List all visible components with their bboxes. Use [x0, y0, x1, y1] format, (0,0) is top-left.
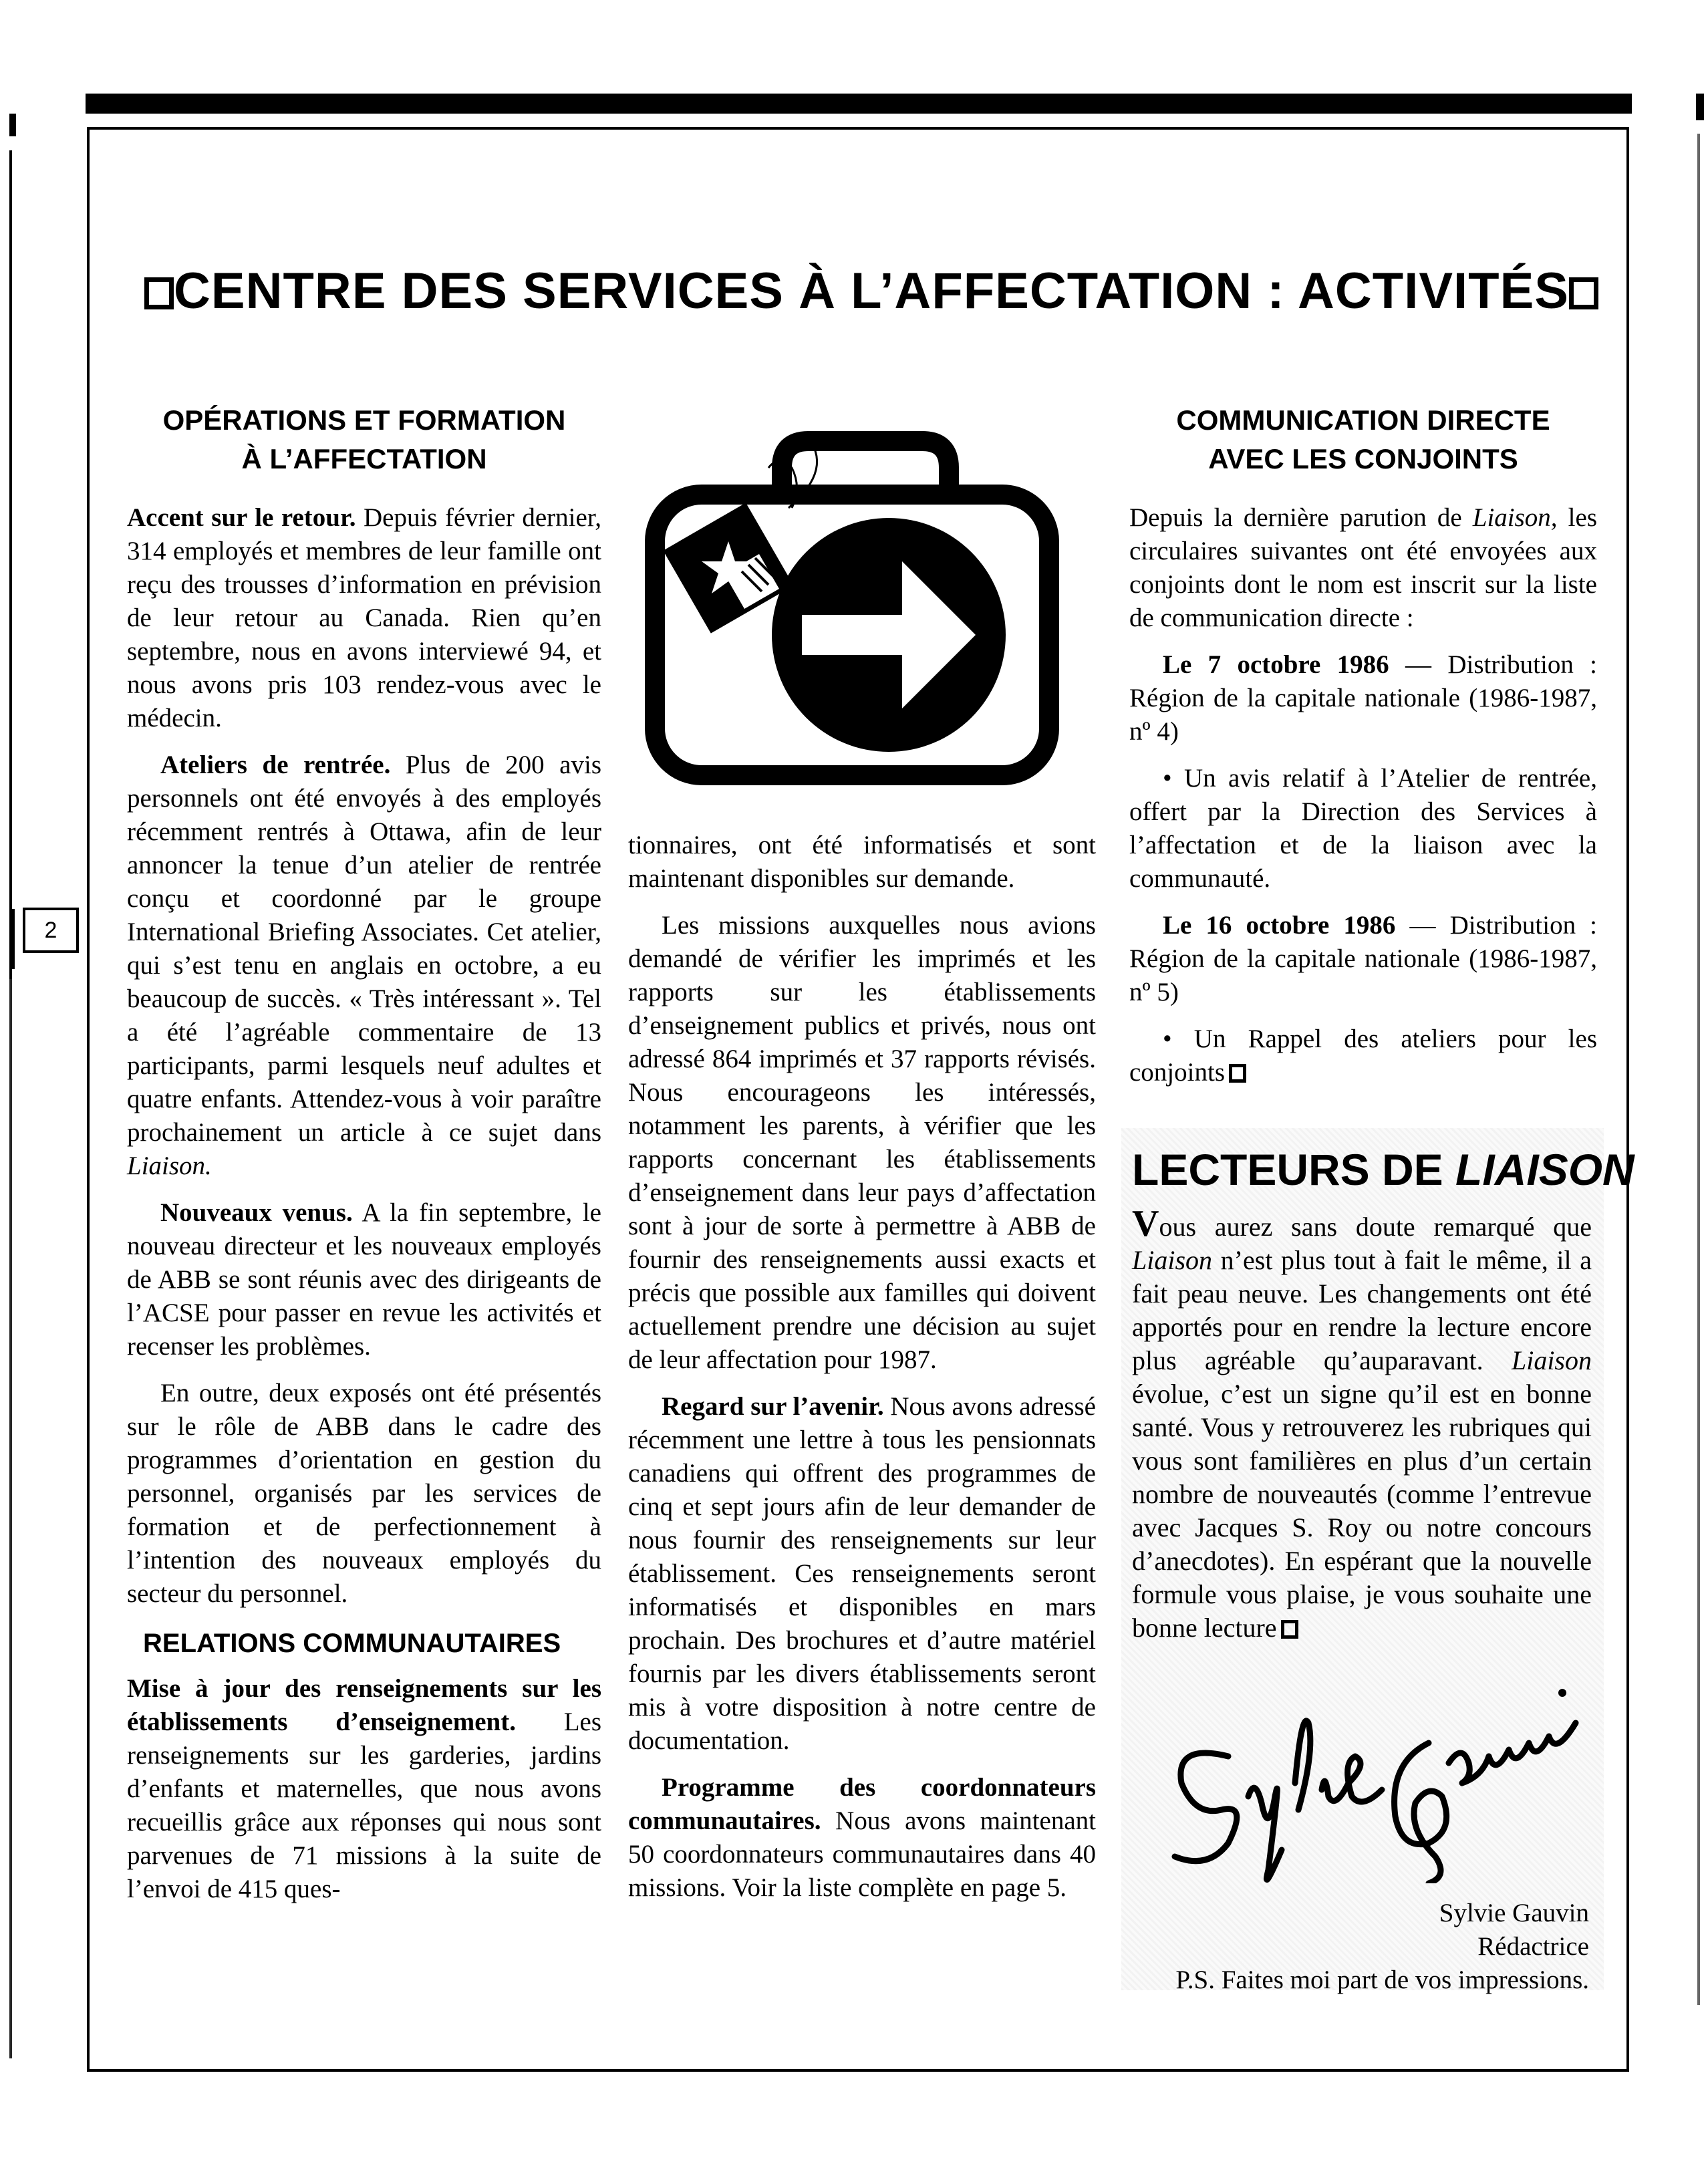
- page-number: 2: [23, 908, 79, 953]
- column-right: [1129, 401, 1597, 1103]
- page-title: [123, 262, 1620, 320]
- margin-line: [9, 150, 12, 979]
- paragraph-text: les circulaires suivantes ont été envoyées aux conjoints dont le nom est inscrit sur la liste de communication directe :: [1129, 503, 1598, 632]
- lead-in: Le 7 octobre 1986: [1163, 650, 1389, 679]
- section-heading-communication: [1129, 401, 1597, 479]
- publication-name: Liaison: [1511, 1345, 1592, 1375]
- publication-name: Liaison,: [1472, 503, 1558, 532]
- paragraph-text: A la fin septembre, le nouveau directeur et les nouveaux employés de ABB se sont réunis avec des dirigeants de l’ACSE pour passer en revue les activités et recenser les problèmes.: [127, 1198, 601, 1361]
- heading-line: À L’AFFECTATION: [241, 443, 487, 474]
- handwritten-signature: [1148, 1683, 1589, 1883]
- paragraph: [1129, 648, 1597, 749]
- suitcase-arrow-icon: [635, 428, 1069, 789]
- square-bullet-icon: [144, 277, 174, 309]
- lead-in: Programme des coordonnateurs communautaires.: [628, 1773, 1096, 1835]
- readers-text: ous aurez sans doute remarqué que: [1159, 1212, 1592, 1242]
- margin-mark: [9, 114, 16, 136]
- paragraph-text: Plus de 200 avis personnels ont été envoyés à des employés récemment rentrés à Ottawa, afin de leur annoncer la tenue d’un atelier de rentrée conçu et coordonné par le groupe International Briefing Associates. Cet atelier, qui s’est tenu en anglais en octobre, a eu beaucoup de succès. « Très intéressant ». Tel a été l’agréable commentaire de 13 participants, parmi lesquels neuf adultes et quatre enfants. Attendez-vous à voir paraître prochainement un article à ce sujet dans: [127, 751, 601, 1147]
- readers-body: [1121, 1196, 1604, 1645]
- paragraph: [1129, 501, 1597, 635]
- paragraph: [127, 749, 601, 1183]
- readers-text: n’est plus tout à fait le même, il a fait peau neuve. Les changements ont été apportés pour en rendre la lecture encore plus agréable qu’auparavant.: [1132, 1245, 1592, 1375]
- page-title-text: CENTRE DES SERVICES À L’AFFECTATION : ACTIVITÉS: [174, 263, 1569, 319]
- bullet-text: • Un Rappel des ateliers pour les conjoints: [1129, 1025, 1597, 1087]
- heading-line: AVEC LES CONJOINTS: [1208, 443, 1518, 474]
- margin-mark-right: [1696, 94, 1704, 120]
- postscript: P.S. Faites moi part de vos impressions.: [1175, 1965, 1589, 1994]
- readers-box: [1121, 1128, 1634, 1994]
- signature-role: Rédactrice: [1477, 1932, 1589, 1961]
- publication-name: Liaison: [1132, 1245, 1213, 1275]
- paragraph: [1129, 909, 1597, 1009]
- lead-in: Nouveaux venus.: [160, 1198, 353, 1227]
- signature-name: Sylvie Gauvin: [1439, 1899, 1589, 1927]
- lead-in: Accent sur le retour.: [127, 503, 356, 532]
- heading-line: COMMUNICATION DIRECTE: [1176, 404, 1550, 436]
- paragraph: tionnaires, ont été informatisés et sont maintenant disponibles sur demande.: [628, 831, 1096, 893]
- readers-title-italic: LIAISON: [1455, 1145, 1634, 1194]
- heading-line: OPÉRATIONS ET FORMATION: [162, 404, 566, 436]
- lead-in: Mise à jour des renseignements sur les établissements d’enseignement.: [127, 1674, 601, 1736]
- paragraph: [628, 1771, 1096, 1905]
- readers-title: [1121, 1128, 1634, 1196]
- paragraph: [628, 1390, 1096, 1758]
- drop-cap: V: [1132, 1203, 1159, 1244]
- square-bullet-icon: [1569, 277, 1598, 309]
- end-square-icon: [1281, 1620, 1298, 1639]
- section-heading-operations: [127, 401, 601, 479]
- column-left: [127, 401, 601, 1919]
- top-rule: [86, 94, 1632, 114]
- margin-line-lower: [9, 976, 12, 2058]
- end-square-icon: [1229, 1064, 1246, 1083]
- bullet-item: • Un avis relatif à l’Atelier de rentrée, offert par la Direction des Services à l’affectation et de la liaison avec la communauté.: [1129, 764, 1597, 893]
- lead-in: Le 16 octobre 1986: [1163, 911, 1396, 940]
- signature-block: [1439, 1897, 1589, 1963]
- readers-text: évolue, c’est un signe qu’il est en bonne santé. Vous y retrouverez les rubriques qui vous sont familières en plus d’un certain nombre de nouveautés (comme l’entrevue avec Jacques S. Roy ou notre concours d’anecdotes). En espérant que la nouvelle formule vous plaise, je vous souhaite une bonne lecture: [1132, 1379, 1592, 1643]
- column-middle: [628, 829, 1096, 1918]
- paragraph: [127, 501, 601, 735]
- paragraph-text: Depuis la dernière parution de: [1129, 503, 1473, 532]
- bullet-item: [1129, 1023, 1597, 1089]
- lead-in: Regard sur l’avenir.: [662, 1392, 884, 1421]
- paragraph-text: — Distribution : Région de la capitale nationale (1986-1987, nº 4): [1129, 650, 1597, 746]
- paragraph-text: Nous avons adressé récemment une lettre à tous les pensionnats canadiens qui offrent des programmes de cinq et sept jours afin de leur demander de nous fournir des renseignements sur leur établissement. Ces renseignements seront informatisés et disponibles en mars prochain. Des brochures et d’autre matériel fournis par les divers établissements seront mis à votre disposition à notre centre de documentation.: [628, 1392, 1096, 1755]
- paragraph: En outre, deux exposés ont été présentés sur le rôle de ABB dans le cadre des programmes d’orientation en gestion du personnel, organisés par les services de formation et de perfectionnement à l’intention des nouveaux employés du secteur du personnel.: [127, 1379, 601, 1608]
- paragraph: Les missions auxquelles nous avions demandé de vérifier les imprimés et les rapports sur les établissements d’enseignement publics et privés, nous ont adressé 864 imprimés et 37 rapports révisés. Nous encourageons les intéressés, notamment les parents, à vérifier que les rapports concernant les établissements d’enseignement dans leur pays d’affectation sont à jour de sorte à permettre à ABB de fournir des renseignements aussi exacts et précis que possible aux familles qui doivent actuellement prendre une décision au sujet de leur affectation pour 1987.: [628, 911, 1096, 1374]
- paragraph-text: Les renseignements sur les garderies, jardins d’enfants et maternelles, que nous avons recueillis grâce aux réponses qui nous sont parvenues de 71 missions à la suite de l’envoi de 415 ques-: [127, 1708, 602, 1903]
- readers-title-text: LECTEURS DE: [1132, 1145, 1456, 1194]
- paragraph-text: Depuis février dernier, 314 employés et membres de leur famille ont reçu des trousses d’information en prévision de leur retour au Canada. Rien qu’en septembre, nous en avons interviewé 94, et nous avons pris 103 rendez-vous avec le médecin.: [127, 503, 601, 732]
- paragraph-text: — Distribution : Région de la capitale nationale (1986-1987, nº 5): [1129, 911, 1597, 1006]
- section-heading-community: RELATIONS COMMUNAUTAIRES: [143, 1629, 561, 1658]
- margin-line-right: [1697, 134, 1700, 2005]
- page-tab-edge: [12, 909, 15, 969]
- publication-name: Liaison.: [127, 1151, 212, 1180]
- paragraph: [127, 1672, 601, 1906]
- paragraph: [127, 1196, 601, 1363]
- paragraph-text: Nous avons maintenant 50 coordonnateurs communautaires dans 40 missions. Voir la liste complète en page 5.: [628, 1806, 1096, 1902]
- lead-in: Ateliers de rentrée.: [160, 751, 391, 779]
